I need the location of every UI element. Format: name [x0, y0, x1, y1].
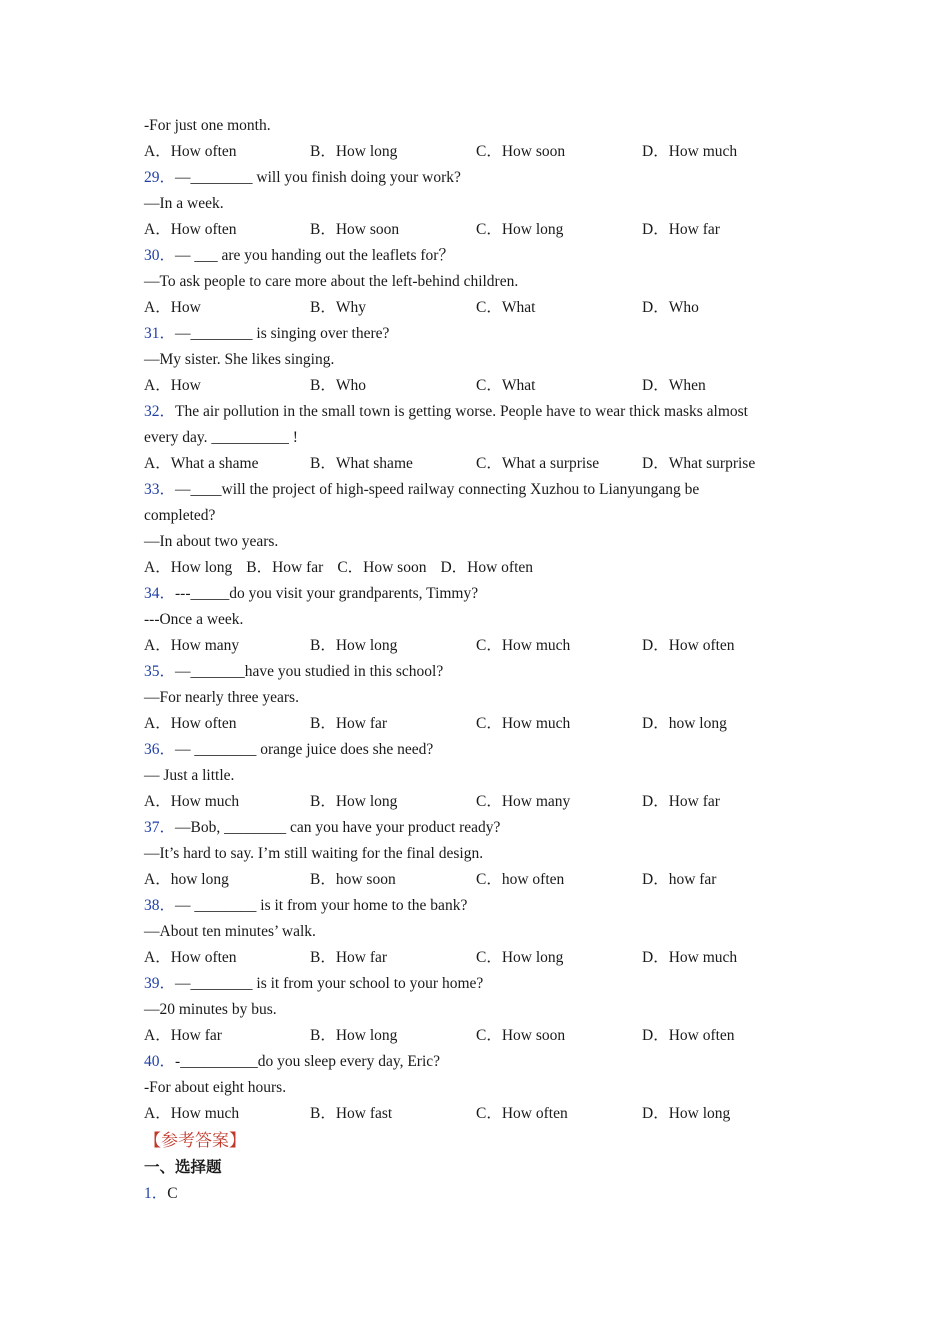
question-number: 30． [144, 247, 176, 264]
answers-header: 【参考答案】 [144, 1131, 246, 1150]
question-text: is it from your school to your home? [252, 975, 484, 992]
option-d: D．How far [642, 221, 720, 238]
dialogue-answer: ---Once a week. [144, 611, 244, 628]
question-prefix: — [175, 481, 191, 498]
question-number: 37． [144, 819, 176, 836]
q40-options [144, 1101, 814, 1127]
q34-options [144, 633, 814, 659]
option-b: B．How far [246, 559, 324, 576]
option-d: D．How much [642, 143, 738, 160]
answer-value: C [167, 1185, 178, 1202]
question-prefix: — [175, 325, 191, 342]
question-prefix: — [175, 247, 195, 264]
dialogue-answer: —In about two years. [144, 533, 279, 550]
question-number: 32． [144, 403, 176, 420]
option-a: A．How much [144, 793, 240, 810]
question-34 [144, 581, 814, 607]
q30-options [144, 295, 814, 321]
option-a: A．How much [144, 1105, 240, 1122]
answer-blank: ________ [224, 819, 287, 836]
option-c: C．How soon [337, 559, 427, 576]
option-c: C．How soon [476, 143, 566, 160]
option-b: B．Who [310, 377, 366, 394]
dialogue-answer: —About ten minutes’ walk. [144, 923, 316, 940]
option-d: D．When [642, 377, 706, 394]
option-b: B．How far [310, 949, 388, 966]
option-b: B．How long [310, 143, 398, 160]
option-a: A．What a shame [144, 455, 259, 472]
q37-options [144, 867, 814, 893]
q38-options [144, 945, 814, 971]
option-c: C．How many [476, 793, 571, 810]
question-number: 38． [144, 897, 176, 914]
q39-options [144, 1023, 814, 1049]
question-text: do you sleep every day, Eric? [257, 1053, 441, 1070]
answer-1 [144, 1181, 814, 1207]
question-number: 29． [144, 169, 176, 186]
answer-blank: ____ [190, 481, 222, 498]
option-b: B．What shame [310, 455, 413, 472]
q31-options [144, 373, 814, 399]
question-37 [144, 815, 814, 841]
option-c: C．How long [476, 221, 564, 238]
q35-options [144, 711, 814, 737]
option-c: C．What a surprise [476, 455, 600, 472]
question-text: are you handing out the leaflets for？ [217, 247, 454, 264]
option-b: B．Why [310, 299, 366, 316]
section-title: 一、选择题 [144, 1159, 222, 1176]
answer-blank: __________ [180, 1053, 258, 1070]
option-c: C．How much [476, 637, 571, 654]
question-text: have you studied in this school? [244, 663, 444, 680]
option-a: A．How [144, 299, 201, 316]
option-d: D．How often [642, 1027, 735, 1044]
question-31 [144, 321, 814, 347]
option-c: C．How soon [476, 1027, 566, 1044]
option-c: C．What [476, 377, 536, 394]
question-number: 35． [144, 663, 176, 680]
question-40 [144, 1049, 814, 1075]
option-b: B．How soon [310, 221, 400, 238]
option-d: D．How often [440, 559, 534, 576]
answer-blank: ________ [194, 897, 257, 914]
answer-blank: ___ [194, 247, 218, 264]
option-a: A．How often [144, 715, 237, 732]
option-d: D．how far [642, 871, 717, 888]
q28-answer: -For just one month. [144, 117, 271, 134]
option-a: A．How many [144, 637, 240, 654]
question-33 [144, 477, 814, 503]
option-b: B．How far [310, 715, 388, 732]
option-d: D．Who [642, 299, 699, 316]
question-text: is it from your home to the bank? [256, 897, 468, 914]
q29-options [144, 217, 814, 243]
question-prefix: --- [175, 585, 191, 602]
option-a: A．How far [144, 1027, 222, 1044]
q36-options [144, 789, 814, 815]
dialogue-answer: —In a week. [144, 195, 224, 212]
worksheet-page [144, 113, 814, 1207]
question-38 [144, 893, 814, 919]
option-d: D．How far [642, 793, 720, 810]
option-b: B．How fast [310, 1105, 393, 1122]
answer-number: 1． [144, 1185, 168, 1202]
question-prefix: — [175, 663, 191, 680]
question-text: will you finish doing your work? [252, 169, 461, 186]
option-c: C．How often [476, 1105, 568, 1122]
option-c: C．What [476, 299, 536, 316]
option-b: B．How long [310, 1027, 398, 1044]
question-prefix: — [175, 741, 195, 758]
question-text: can you have your product ready? [286, 819, 501, 836]
question-30 [144, 243, 814, 269]
question-text: is singing over there? [252, 325, 390, 342]
option-b: B．How long [310, 793, 398, 810]
option-a: A．How often [144, 949, 237, 966]
option-a: A．How [144, 377, 201, 394]
question-number: 36． [144, 741, 176, 758]
question-32-continued: every day. __________ ! [144, 429, 298, 446]
q32-options [144, 451, 814, 477]
question-text: orange juice does she need? [256, 741, 434, 758]
answer-blank: ________ [194, 741, 257, 758]
option-b: B．how soon [310, 871, 396, 888]
question-number: 39． [144, 975, 176, 992]
dialogue-answer: — Just a little. [144, 767, 235, 784]
question-36 [144, 737, 814, 763]
answer-blank: _______ [190, 663, 245, 680]
dialogue-answer: —For nearly three years. [144, 689, 299, 706]
question-33-continued: completed? [144, 507, 216, 524]
question-text: The air pollution in the small town is getting worse. People have to wear thick masks almost [175, 403, 748, 420]
option-a: A．How long [144, 559, 233, 576]
option-b: B．How long [310, 637, 398, 654]
option-c: C．How much [476, 715, 571, 732]
answer-blank: ________ [190, 169, 253, 186]
question-prefix: — [175, 975, 191, 992]
question-number: 40． [144, 1053, 176, 1070]
answer-blank: ________ [190, 975, 253, 992]
question-prefix: — [175, 897, 195, 914]
dialogue-answer: —To ask people to care more about the left-behind children. [144, 273, 519, 290]
q28-options [144, 139, 814, 165]
option-d: D．how long [642, 715, 727, 732]
question-number: 33． [144, 481, 176, 498]
dialogue-answer: —It’s hard to say. I’m still waiting for the final design. [144, 845, 484, 862]
question-number: 34． [144, 585, 176, 602]
answer-blank: _____ [190, 585, 230, 602]
option-a: A．How often [144, 143, 237, 160]
dialogue-answer: -For about eight hours. [144, 1079, 287, 1096]
question-prefix: — [175, 169, 191, 186]
question-prefix: - [175, 1053, 181, 1070]
answer-blank: ________ [190, 325, 253, 342]
question-32 [144, 399, 814, 425]
question-text: do you visit your grandparents, Timmy? [229, 585, 479, 602]
q33-options [144, 555, 814, 581]
option-c: C．how often [476, 871, 565, 888]
option-a: A．how long [144, 871, 229, 888]
option-a: A．How often [144, 221, 237, 238]
option-d: D．How often [642, 637, 735, 654]
dialogue-answer: —My sister. She likes singing. [144, 351, 335, 368]
question-number: 31． [144, 325, 176, 342]
question-39 [144, 971, 814, 997]
question-35 [144, 659, 814, 685]
option-c: C．How long [476, 949, 564, 966]
option-d: D．How long [642, 1105, 731, 1122]
question-29 [144, 165, 814, 191]
option-d: D．What surprise [642, 455, 756, 472]
dialogue-answer: —20 minutes by bus. [144, 1001, 277, 1018]
question-prefix: —Bob, [175, 819, 225, 836]
option-d: D．How much [642, 949, 738, 966]
question-text: will the project of high-speed railway connecting Xuzhou to Lianyungang be [221, 481, 700, 498]
